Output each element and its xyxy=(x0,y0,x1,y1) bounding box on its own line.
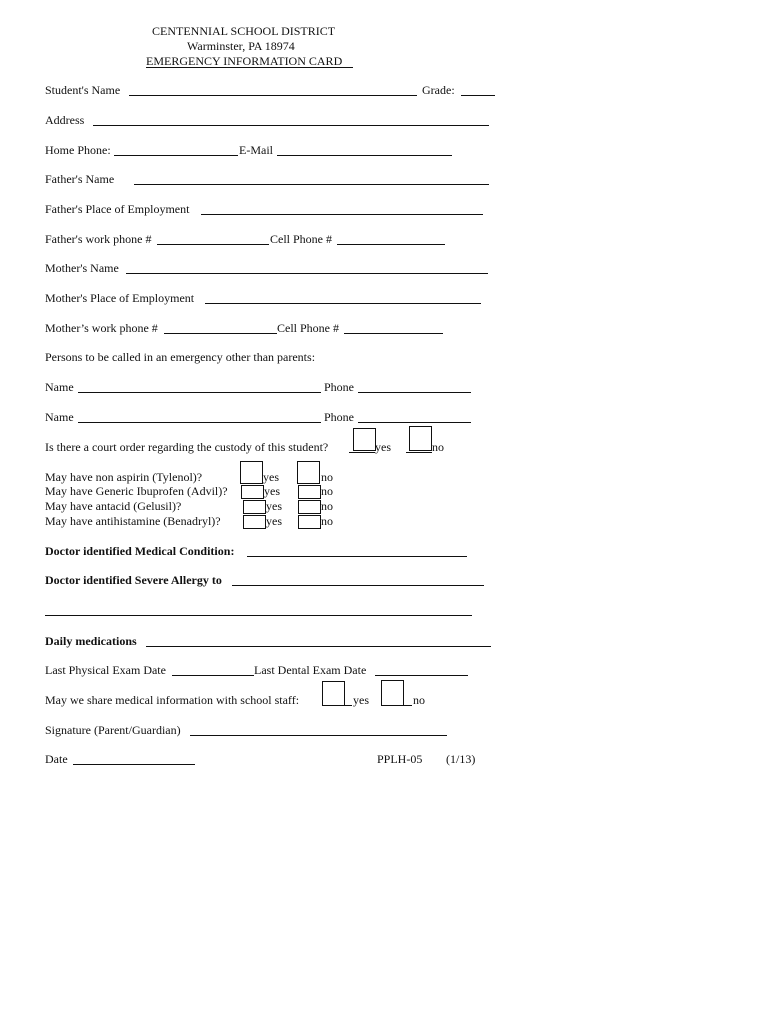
advil-yes-checkbox[interactable] xyxy=(241,485,264,499)
last-dental-label: Last Dental Exam Date xyxy=(254,663,367,677)
mothers-employment-label: Mother's Place of Employment xyxy=(45,291,195,305)
emergency-contacts-heading: Persons to be called in an emergency other than parents: xyxy=(45,350,316,364)
fathers-employment-label: Father's Place of Employment xyxy=(45,202,190,216)
custody-no-label: no xyxy=(432,440,444,454)
advil-yes-label: yes xyxy=(264,484,280,498)
district-name: CENTENNIAL SCHOOL DISTRICT xyxy=(152,24,336,38)
gelusil-no-label: no xyxy=(321,499,333,513)
mothers-work-phone-field[interactable] xyxy=(164,333,277,334)
contact-2-name-label: Name xyxy=(45,410,74,424)
home-phone-label: Home Phone: xyxy=(45,143,111,157)
contact-1-name-label: Name xyxy=(45,380,74,394)
custody-yes-checkbox[interactable] xyxy=(353,428,376,451)
share-no-checkbox[interactable] xyxy=(381,680,404,706)
contact-2-phone-field[interactable] xyxy=(358,422,471,423)
home-phone-field[interactable] xyxy=(114,155,238,156)
benadryl-yes-checkbox[interactable] xyxy=(243,515,266,529)
severe-allergy-continuation[interactable] xyxy=(45,615,472,616)
tylenol-no-checkbox[interactable] xyxy=(297,461,320,484)
date-field[interactable] xyxy=(73,764,195,765)
benadryl-question: May have antihistamine (Benadryl)? xyxy=(45,514,221,528)
custody-question: Is there a court order regarding the custody of this student? xyxy=(45,440,329,454)
student-name-label: Student's Name xyxy=(45,83,121,97)
tylenol-no-label: no xyxy=(321,470,333,484)
gelusil-question: May have antacid (Gelusil)? xyxy=(45,499,182,513)
share-yes-checkbox[interactable] xyxy=(322,681,345,706)
benadryl-no-checkbox[interactable] xyxy=(298,515,321,529)
mothers-cell-field-end xyxy=(427,333,443,334)
email-field[interactable] xyxy=(277,155,452,156)
form-title-underline xyxy=(146,67,353,68)
custody-no-line xyxy=(406,452,432,453)
share-no-line xyxy=(403,705,412,706)
form-code: PPLH-05 xyxy=(377,752,423,766)
form-revision: (1/13) xyxy=(446,752,476,766)
email-label: E-Mail xyxy=(239,143,273,157)
address-label: Address xyxy=(45,113,85,127)
fathers-cell-field-end xyxy=(420,244,445,245)
contact-2-name-field[interactable] xyxy=(78,422,321,423)
grade-field[interactable] xyxy=(461,95,495,96)
share-yes-label: yes xyxy=(353,693,369,707)
form-title: EMERGENCY INFORMATION CARD xyxy=(146,54,343,68)
mothers-work-phone-label: Mother’s work phone # xyxy=(45,321,158,335)
district-address: Warminster, PA 18974 xyxy=(187,39,295,53)
fathers-name-label: Father's Name xyxy=(45,172,115,186)
benadryl-no-label: no xyxy=(321,514,333,528)
gelusil-no-checkbox[interactable] xyxy=(298,500,321,514)
share-no-label: no xyxy=(413,693,425,707)
fathers-work-phone-label: Father's work phone # xyxy=(45,232,152,246)
severe-allergy-label: Doctor identified Severe Allergy to xyxy=(45,573,222,587)
gelusil-yes-checkbox[interactable] xyxy=(243,500,266,514)
fathers-cell-label: Cell Phone # xyxy=(270,232,332,246)
medical-condition-field[interactable] xyxy=(247,556,467,557)
severe-allergy-field[interactable] xyxy=(232,585,484,586)
custody-yes-line xyxy=(349,452,375,453)
student-name-field[interactable] xyxy=(129,95,417,96)
contact-2-phone-label: Phone xyxy=(324,410,354,424)
tylenol-question: May have non aspirin (Tylenol)? xyxy=(45,470,203,484)
contact-1-phone-field[interactable] xyxy=(358,392,471,393)
date-label: Date xyxy=(45,752,68,766)
mothers-name-field[interactable] xyxy=(126,273,488,274)
contact-1-name-field[interactable] xyxy=(78,392,321,393)
benadryl-yes-label: yes xyxy=(266,514,282,528)
daily-medications-field[interactable] xyxy=(146,646,491,647)
medical-condition-label: Doctor identified Medical Condition: xyxy=(45,544,235,558)
share-info-question: May we share medical information with school staff: xyxy=(45,693,300,707)
gelusil-yes-label: yes xyxy=(266,499,282,513)
signature-label: Signature (Parent/Guardian) xyxy=(45,723,181,737)
daily-medications-label: Daily medications xyxy=(45,634,137,648)
advil-question: May have Generic Ibuprofen (Advil)? xyxy=(45,484,228,498)
fathers-name-field[interactable] xyxy=(134,184,489,185)
advil-no-label: no xyxy=(321,484,333,498)
share-yes-line xyxy=(344,705,352,706)
custody-yes-label: yes xyxy=(375,440,391,454)
custody-no-checkbox[interactable] xyxy=(409,426,432,451)
advil-no-checkbox[interactable] xyxy=(298,485,321,499)
contact-1-phone-label: Phone xyxy=(324,380,354,394)
last-physical-field[interactable] xyxy=(172,675,254,676)
mothers-cell-label: Cell Phone # xyxy=(277,321,339,335)
tylenol-yes-checkbox[interactable] xyxy=(240,461,263,484)
fathers-work-phone-field[interactable] xyxy=(157,244,269,245)
fathers-employment-field[interactable] xyxy=(201,214,483,215)
mothers-employment-field[interactable] xyxy=(205,303,481,304)
address-field[interactable] xyxy=(93,125,489,126)
tylenol-yes-label: yes xyxy=(263,470,279,484)
mothers-name-label: Mother's Name xyxy=(45,261,119,275)
last-dental-field[interactable] xyxy=(375,675,468,676)
grade-label: Grade: xyxy=(422,83,455,97)
signature-field[interactable] xyxy=(190,735,447,736)
last-physical-label: Last Physical Exam Date xyxy=(45,663,166,677)
